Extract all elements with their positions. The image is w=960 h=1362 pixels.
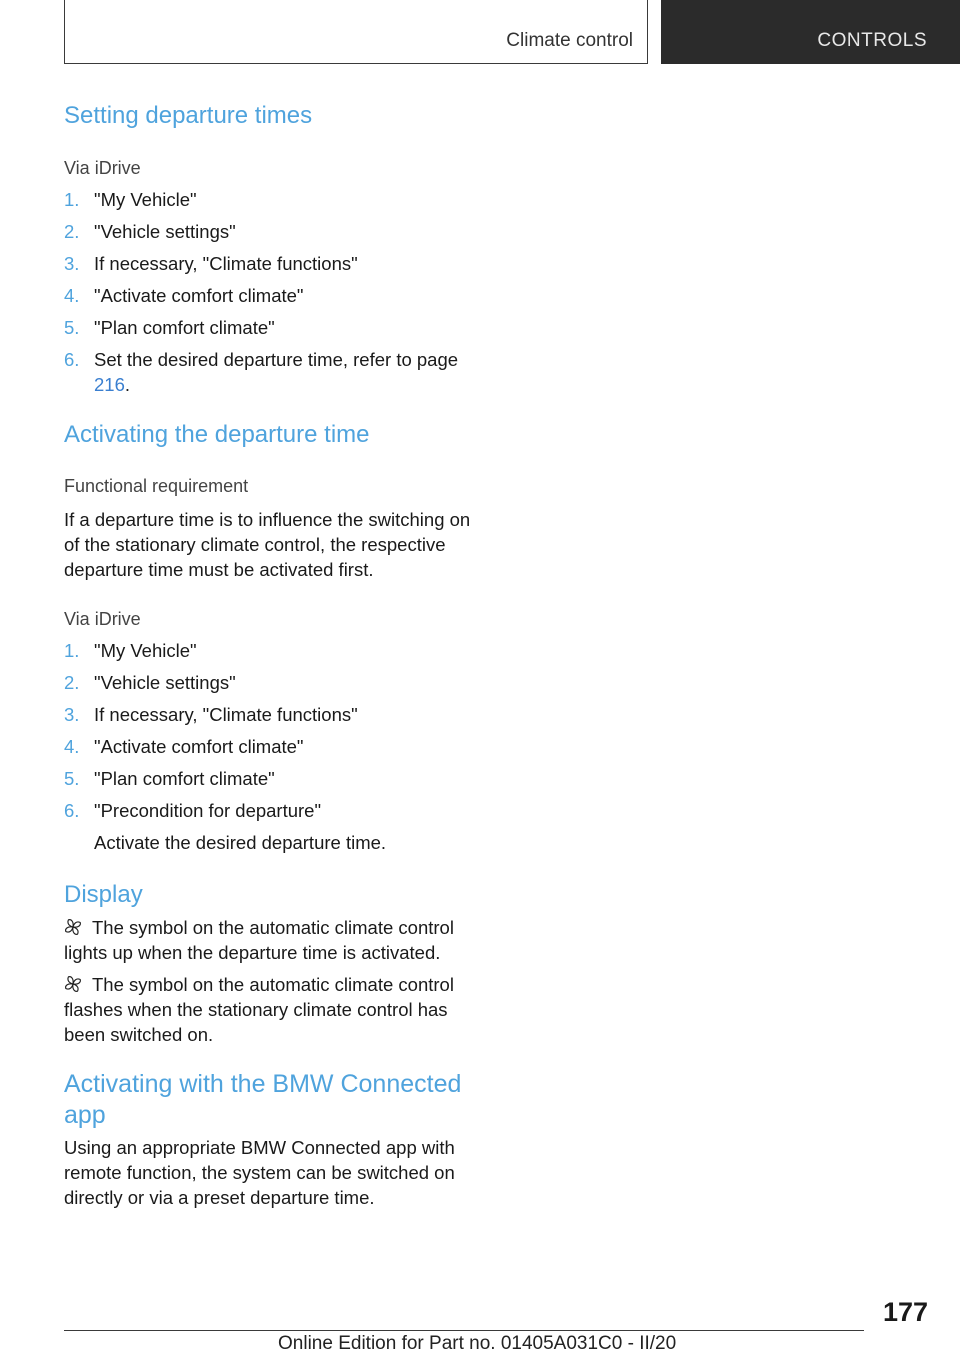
header-chapter-box xyxy=(661,0,960,64)
list-item xyxy=(64,766,484,791)
list-item xyxy=(64,219,484,244)
step-number: 4. xyxy=(64,736,80,757)
step-text: "My Vehicle" xyxy=(94,640,197,661)
step-number: 6. xyxy=(64,800,80,821)
step-number: 1. xyxy=(64,640,80,661)
steps-list-activating xyxy=(64,638,484,823)
functional-requirement-title: Functional requirement xyxy=(64,476,249,496)
step-note: Activate the desired departure time. xyxy=(94,832,387,853)
display-text: The symbol on the automatic climate control flashes when the stationary climate control has been switched on. xyxy=(64,974,454,1045)
fan-icon xyxy=(64,918,82,936)
steps-list-setting xyxy=(64,187,484,397)
fan-icon xyxy=(64,975,82,993)
display-paragraph-flashes xyxy=(64,972,484,1047)
step-number: 5. xyxy=(64,768,80,789)
main-content xyxy=(64,100,484,1210)
page-link[interactable]: 216 xyxy=(94,374,125,395)
via-idrive-label: Via iDrive xyxy=(64,609,141,629)
list-item xyxy=(64,798,484,823)
step-text: "Precondition for departure" xyxy=(94,800,322,821)
section-title-connected-app: Activating with the BMW Connected app xyxy=(64,1070,462,1129)
step-text: "Activate comfort climate" xyxy=(94,736,304,757)
page-number: 177 xyxy=(882,1297,928,1327)
step-number: 4. xyxy=(64,285,80,306)
via-idrive-label: Via iDrive xyxy=(64,158,141,178)
list-item xyxy=(64,702,484,727)
step-number: 1. xyxy=(64,189,80,210)
step-text: "Vehicle settings" xyxy=(94,221,236,242)
section-title-activating-departure: Activating the departure time xyxy=(64,421,370,448)
list-item xyxy=(64,251,484,276)
header-section-box xyxy=(64,0,648,64)
list-item xyxy=(64,347,484,397)
section-title-display: Display xyxy=(64,881,143,908)
step-number: 5. xyxy=(64,317,80,338)
step-number: 3. xyxy=(64,253,80,274)
list-item xyxy=(64,734,484,759)
step-number: 2. xyxy=(64,221,80,242)
footer-divider xyxy=(64,1330,864,1331)
step-number: 6. xyxy=(64,349,80,370)
list-item xyxy=(64,187,484,212)
section-title-setting-departure: Setting departure times xyxy=(64,102,313,129)
step-text: "Activate comfort climate" xyxy=(94,285,304,306)
list-item xyxy=(64,670,484,695)
list-item xyxy=(64,315,484,340)
header-section-title: Climate control xyxy=(506,30,633,51)
step-text: "Plan comfort climate" xyxy=(94,768,275,789)
step-text-suffix: . xyxy=(124,374,131,395)
footer-edition: Online Edition for Part no. 01405A031C0 - II/20 xyxy=(278,1333,677,1354)
list-item xyxy=(64,638,484,663)
list-item xyxy=(64,283,484,308)
step-text: If necessary, "Climate functions" xyxy=(94,704,358,725)
connected-app-text: Using an appropriate BMW Connected app with remote function, the system can be switched on directly or via a preset departure time. xyxy=(64,1137,455,1208)
functional-requirement-text: If a departure time is to influence the switching on of the stationary climate control, the respective departure time must be activated first. xyxy=(64,509,471,580)
step-text: "My Vehicle" xyxy=(94,189,197,210)
step-text: If necessary, "Climate functions" xyxy=(94,253,358,274)
header-chapter-title: CONTROLS xyxy=(817,30,927,51)
step-number: 2. xyxy=(64,672,80,693)
display-paragraph-lights xyxy=(64,915,484,965)
step-text: Set the desired departure time, refer to page xyxy=(94,349,459,370)
step-text: "Plan comfort climate" xyxy=(94,317,275,338)
display-text: The symbol on the automatic climate control lights up when the departure time is activated. xyxy=(64,917,454,963)
step-number: 3. xyxy=(64,704,80,725)
step-text: "Vehicle settings" xyxy=(94,672,236,693)
